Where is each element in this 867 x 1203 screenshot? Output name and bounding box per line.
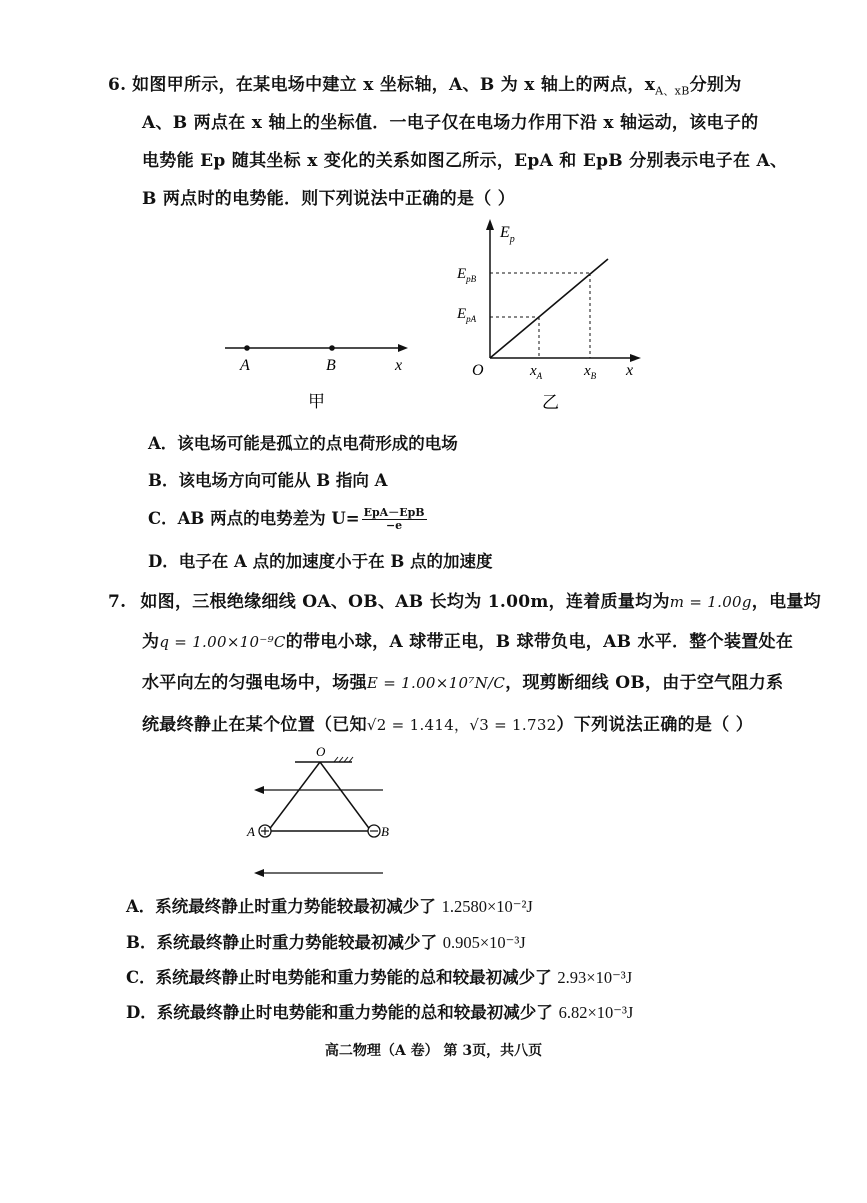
q7-line-1 (108, 587, 821, 612)
q7-option-c-value: 2.93×10⁻³J (557, 968, 633, 987)
q6-text-1-end: 分别为 (689, 75, 742, 95)
q7-text-2: 为 (142, 632, 160, 652)
q7-option-d[interactable] (126, 999, 633, 1023)
label-xb: $x_B$ (584, 363, 597, 381)
q7-line-3 (142, 668, 783, 693)
q6-line-2: A、B 两点在 x 轴上的坐标值．一电子仅在电场力作用下沿 x 轴运动，该电子的 (142, 113, 759, 133)
page-footer: 高二物理（A 卷） 第 3页，共八页 (324, 1043, 543, 1059)
q6-xb-sub: B (681, 84, 690, 98)
q6-number: 6. (108, 75, 127, 95)
q6-option-c-fraction (362, 507, 427, 532)
figure-yi (450, 215, 650, 415)
label-b: B (326, 357, 336, 374)
q6-option-c-prefix: C．AB 两点的电势差为 U= (148, 509, 360, 528)
q7-charge-value: q = 1.00×10⁻⁹C (159, 633, 286, 651)
q7-text-3: 水平向左的匀强电场中，场强 (142, 673, 367, 693)
q7-text-1: 如图，三根绝缘细线 OA、OB、AB 长均为 1.00m，连着质量均为 (140, 592, 670, 612)
q7-text-4: 统最终静止在某个位置（已知 (142, 715, 367, 735)
label-a-q7: A (247, 824, 255, 839)
label-x-axis: x (395, 357, 403, 374)
figure-q7 (240, 740, 400, 885)
q7-number: 7. (108, 592, 127, 612)
q7-option-d-text: D．系统最终静止时电势能和重力势能的总和较最初减少了 (126, 1003, 553, 1022)
q6-line-3: 电势能 Ep 随其坐标 x 变化的关系如图乙所示，EpA 和 EpB 分别表示电子在 A、 (142, 151, 788, 171)
q6-line-1 (108, 70, 742, 98)
q7-text-2-end: 的带电小球，A 球带正电，B 球带负电，AB 水平．整个装置处在 (285, 632, 794, 652)
caption-jia: 甲 (308, 392, 325, 411)
label-o: O (316, 744, 326, 759)
q6-option-a[interactable]: A．该电场可能是孤立的点电荷形成的电场 (148, 434, 458, 453)
point-b-dot (329, 345, 335, 351)
label-xa: $x_A$ (530, 363, 543, 381)
q6-line-4: B 两点时的电势能．则下列说法中正确的是（ ） (142, 189, 516, 209)
q7-field-value: E = 1.00×10⁷N/C (366, 674, 506, 692)
q7-text-1-end: ，电量均 (751, 592, 821, 612)
q7-line-4 (142, 710, 753, 735)
q7-option-c[interactable] (126, 964, 632, 988)
q6-text-1: 如图甲所示，在某电场中建立 x 坐标轴，A、B 为 x 轴上的两点，x (132, 75, 656, 95)
q7-known-values: √2 = 1.414，√3 = 1.732 (366, 716, 557, 734)
label-ep-axis: $E_p$ (500, 224, 515, 245)
q6-option-c-den: −e (385, 519, 403, 532)
q6-option-d[interactable]: D．电子在 A 点的加速度小于在 B 点的加速度 (148, 552, 493, 571)
label-epa: $E_{pA}$ (457, 306, 477, 324)
q7-option-c-text: C．系统最终静止时电势能和重力势能的总和较最初减少了 (126, 968, 552, 987)
q6-xa-sub: A、x (655, 84, 682, 98)
q6-option-c[interactable] (148, 505, 427, 532)
label-origin: O (472, 362, 484, 379)
q7-option-d-value: 6.82×10⁻³J (558, 1003, 634, 1022)
label-b-q7: B (381, 824, 389, 839)
q7-option-b-text: B．系统最终静止时重力势能较最初减少了 (126, 933, 437, 952)
q7-option-a-text: A．系统最终静止时重力势能较最初减少了 (126, 897, 436, 916)
point-a-dot (244, 345, 250, 351)
q7-option-b[interactable] (126, 929, 526, 953)
label-epb: $E_{pB}$ (457, 266, 477, 284)
q7-text-3-end: ，现剪断细线 OB，由于空气阻力系 (505, 673, 784, 693)
q7-line-2 (142, 627, 793, 652)
q6-option-b[interactable]: B．该电场方向可能从 B 指向 A (148, 471, 388, 490)
label-x-axis-yi: x (626, 362, 634, 379)
label-a: A (240, 357, 250, 374)
q7-option-a[interactable] (126, 893, 533, 917)
q7-option-b-value: 0.905×10⁻³J (442, 933, 526, 952)
q7-option-a-value: 1.2580×10⁻²J (441, 897, 533, 916)
q6-option-c-num: EpA－EpB (363, 506, 425, 519)
caption-yi: 乙 (542, 393, 559, 412)
q7-mass-value: m = 1.00g (669, 593, 752, 611)
q7-text-4-end: ）下列说法正确的是（ ） (556, 715, 754, 735)
figure-jia (220, 330, 420, 415)
